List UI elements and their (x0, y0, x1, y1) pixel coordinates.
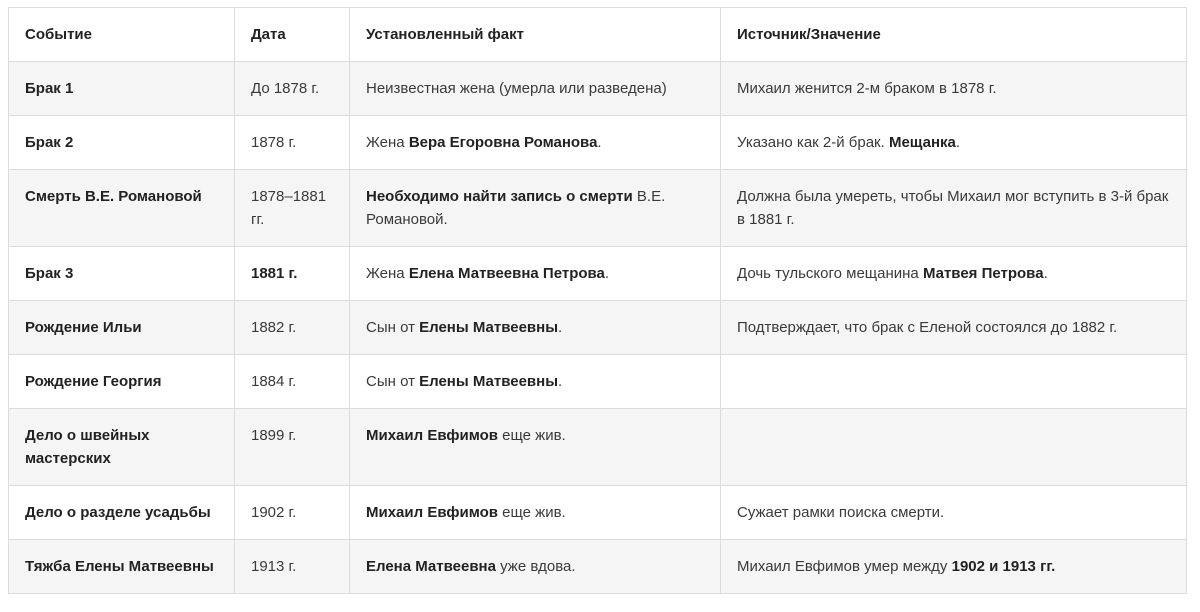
fact-segment: еще жив. (497, 504, 566, 521)
cell-event: Брак 1 (9, 62, 235, 116)
cell-source (721, 247, 1187, 301)
source-segment: Михаил женится 2-м браком в 1878 г. (737, 80, 997, 97)
source-segment: Указано как 2-й брак. (737, 134, 889, 151)
cell-source (721, 62, 1187, 116)
date-text: 1913 г. (251, 558, 297, 575)
fact-segment: Сын от (366, 319, 420, 336)
fact-segment: Вера Егоровна Романова (408, 134, 598, 151)
cell-fact (350, 62, 721, 116)
fact-segment: Михаил Евфимов (366, 427, 498, 444)
cell-event: Брак 2 (9, 116, 235, 170)
table-row (9, 116, 1187, 170)
cell-fact (350, 409, 721, 486)
fact-segment: Сын от (366, 373, 420, 390)
date-text: До 1878 г. (251, 80, 320, 97)
fact-segment: Елены Матвеевны (419, 319, 559, 336)
fact-segment: Необходимо найти запись о смерти (366, 188, 633, 205)
cell-date (235, 62, 350, 116)
date-text: 1884 г. (251, 373, 297, 390)
fact-segment: Михаил Евфимов (366, 504, 498, 521)
cell-fact (350, 116, 721, 170)
fact-segment: . (558, 373, 563, 390)
table-row (9, 170, 1187, 247)
cell-event: Рождение Ильи (9, 301, 235, 355)
header-fact: Установленный факт (350, 8, 721, 62)
cell-source (721, 486, 1187, 540)
header-row (9, 8, 1187, 62)
cell-date (235, 486, 350, 540)
table-row (9, 355, 1187, 409)
fact-segment: еще жив. (497, 427, 566, 444)
cell-fact (350, 486, 721, 540)
table-body (9, 62, 1187, 594)
date-text: 1881 г. (251, 265, 298, 282)
source-segment: Дочь тульского мещанина (737, 265, 923, 282)
fact-segment: уже вдова. (495, 558, 576, 575)
cell-date (235, 409, 350, 486)
header-date: Дата (235, 8, 350, 62)
table-row (9, 540, 1187, 594)
fact-segment: Жена (366, 134, 409, 151)
fact-segment: Жена (366, 265, 409, 282)
date-text: 1878–1881 гг. (251, 188, 327, 228)
date-text: 1899 г. (251, 427, 297, 444)
date-text: 1882 г. (251, 319, 297, 336)
cell-source (721, 409, 1187, 486)
table-row (9, 62, 1187, 116)
cell-source (721, 355, 1187, 409)
cell-date (235, 301, 350, 355)
source-segment: Сужает рамки поиска смерти. (737, 504, 945, 521)
table-row (9, 409, 1187, 486)
fact-segment: . (597, 134, 602, 151)
cell-fact (350, 247, 721, 301)
table-row (9, 247, 1187, 301)
source-segment: Мещанка (888, 134, 956, 151)
source-segment: . (1043, 265, 1048, 282)
header-source: Источник/Значение (721, 8, 1187, 62)
cell-fact (350, 170, 721, 247)
cell-event: Смерть В.Е. Романовой (9, 170, 235, 247)
fact-segment: Елена Матвеевна (366, 558, 496, 575)
cell-date (235, 540, 350, 594)
events-table (8, 7, 1187, 594)
cell-event: Брак 3 (9, 247, 235, 301)
cell-event: Дело о швейных мастерских (9, 409, 235, 486)
fact-segment: . (558, 319, 563, 336)
header-event: Событие (9, 8, 235, 62)
cell-fact (350, 301, 721, 355)
fact-segment: В.Е. Романовой. (366, 188, 666, 228)
date-text: 1902 г. (251, 504, 297, 521)
cell-source (721, 116, 1187, 170)
cell-event: Тяжба Елены Матвеевны (9, 540, 235, 594)
cell-date (235, 170, 350, 247)
cell-source (721, 301, 1187, 355)
source-segment: . (955, 134, 961, 151)
cell-event: Дело о разделе усадьбы (9, 486, 235, 540)
cell-date (235, 355, 350, 409)
fact-segment: . (604, 265, 610, 282)
table-header (9, 8, 1187, 62)
cell-date (235, 116, 350, 170)
table-row (9, 486, 1187, 540)
cell-fact (350, 355, 721, 409)
cell-date (235, 247, 350, 301)
table-row (9, 301, 1187, 355)
fact-segment: Неизвестная жена (умерла или разведена) (366, 80, 667, 97)
cell-event: Рождение Георгия (9, 355, 235, 409)
cell-source (721, 540, 1187, 594)
fact-segment: Елены Матвеевны (419, 373, 559, 390)
fact-segment: Елена Матвеевна Петрова (408, 265, 605, 282)
source-segment: Подтверждает, что брак с Еленой состоялся до 1882 г. (737, 319, 1118, 336)
cell-fact (350, 540, 721, 594)
cell-source (721, 170, 1187, 247)
date-text: 1878 г. (251, 134, 297, 151)
source-segment: 1902 и 1913 гг. (951, 558, 1056, 575)
source-segment: Матвея Петрова (922, 265, 1044, 282)
source-segment: Михаил Евфимов умер между (737, 558, 952, 575)
source-segment: Должна была умереть, чтобы Михаил мог вступить в 3-й брак в 1881 г. (737, 188, 1169, 228)
